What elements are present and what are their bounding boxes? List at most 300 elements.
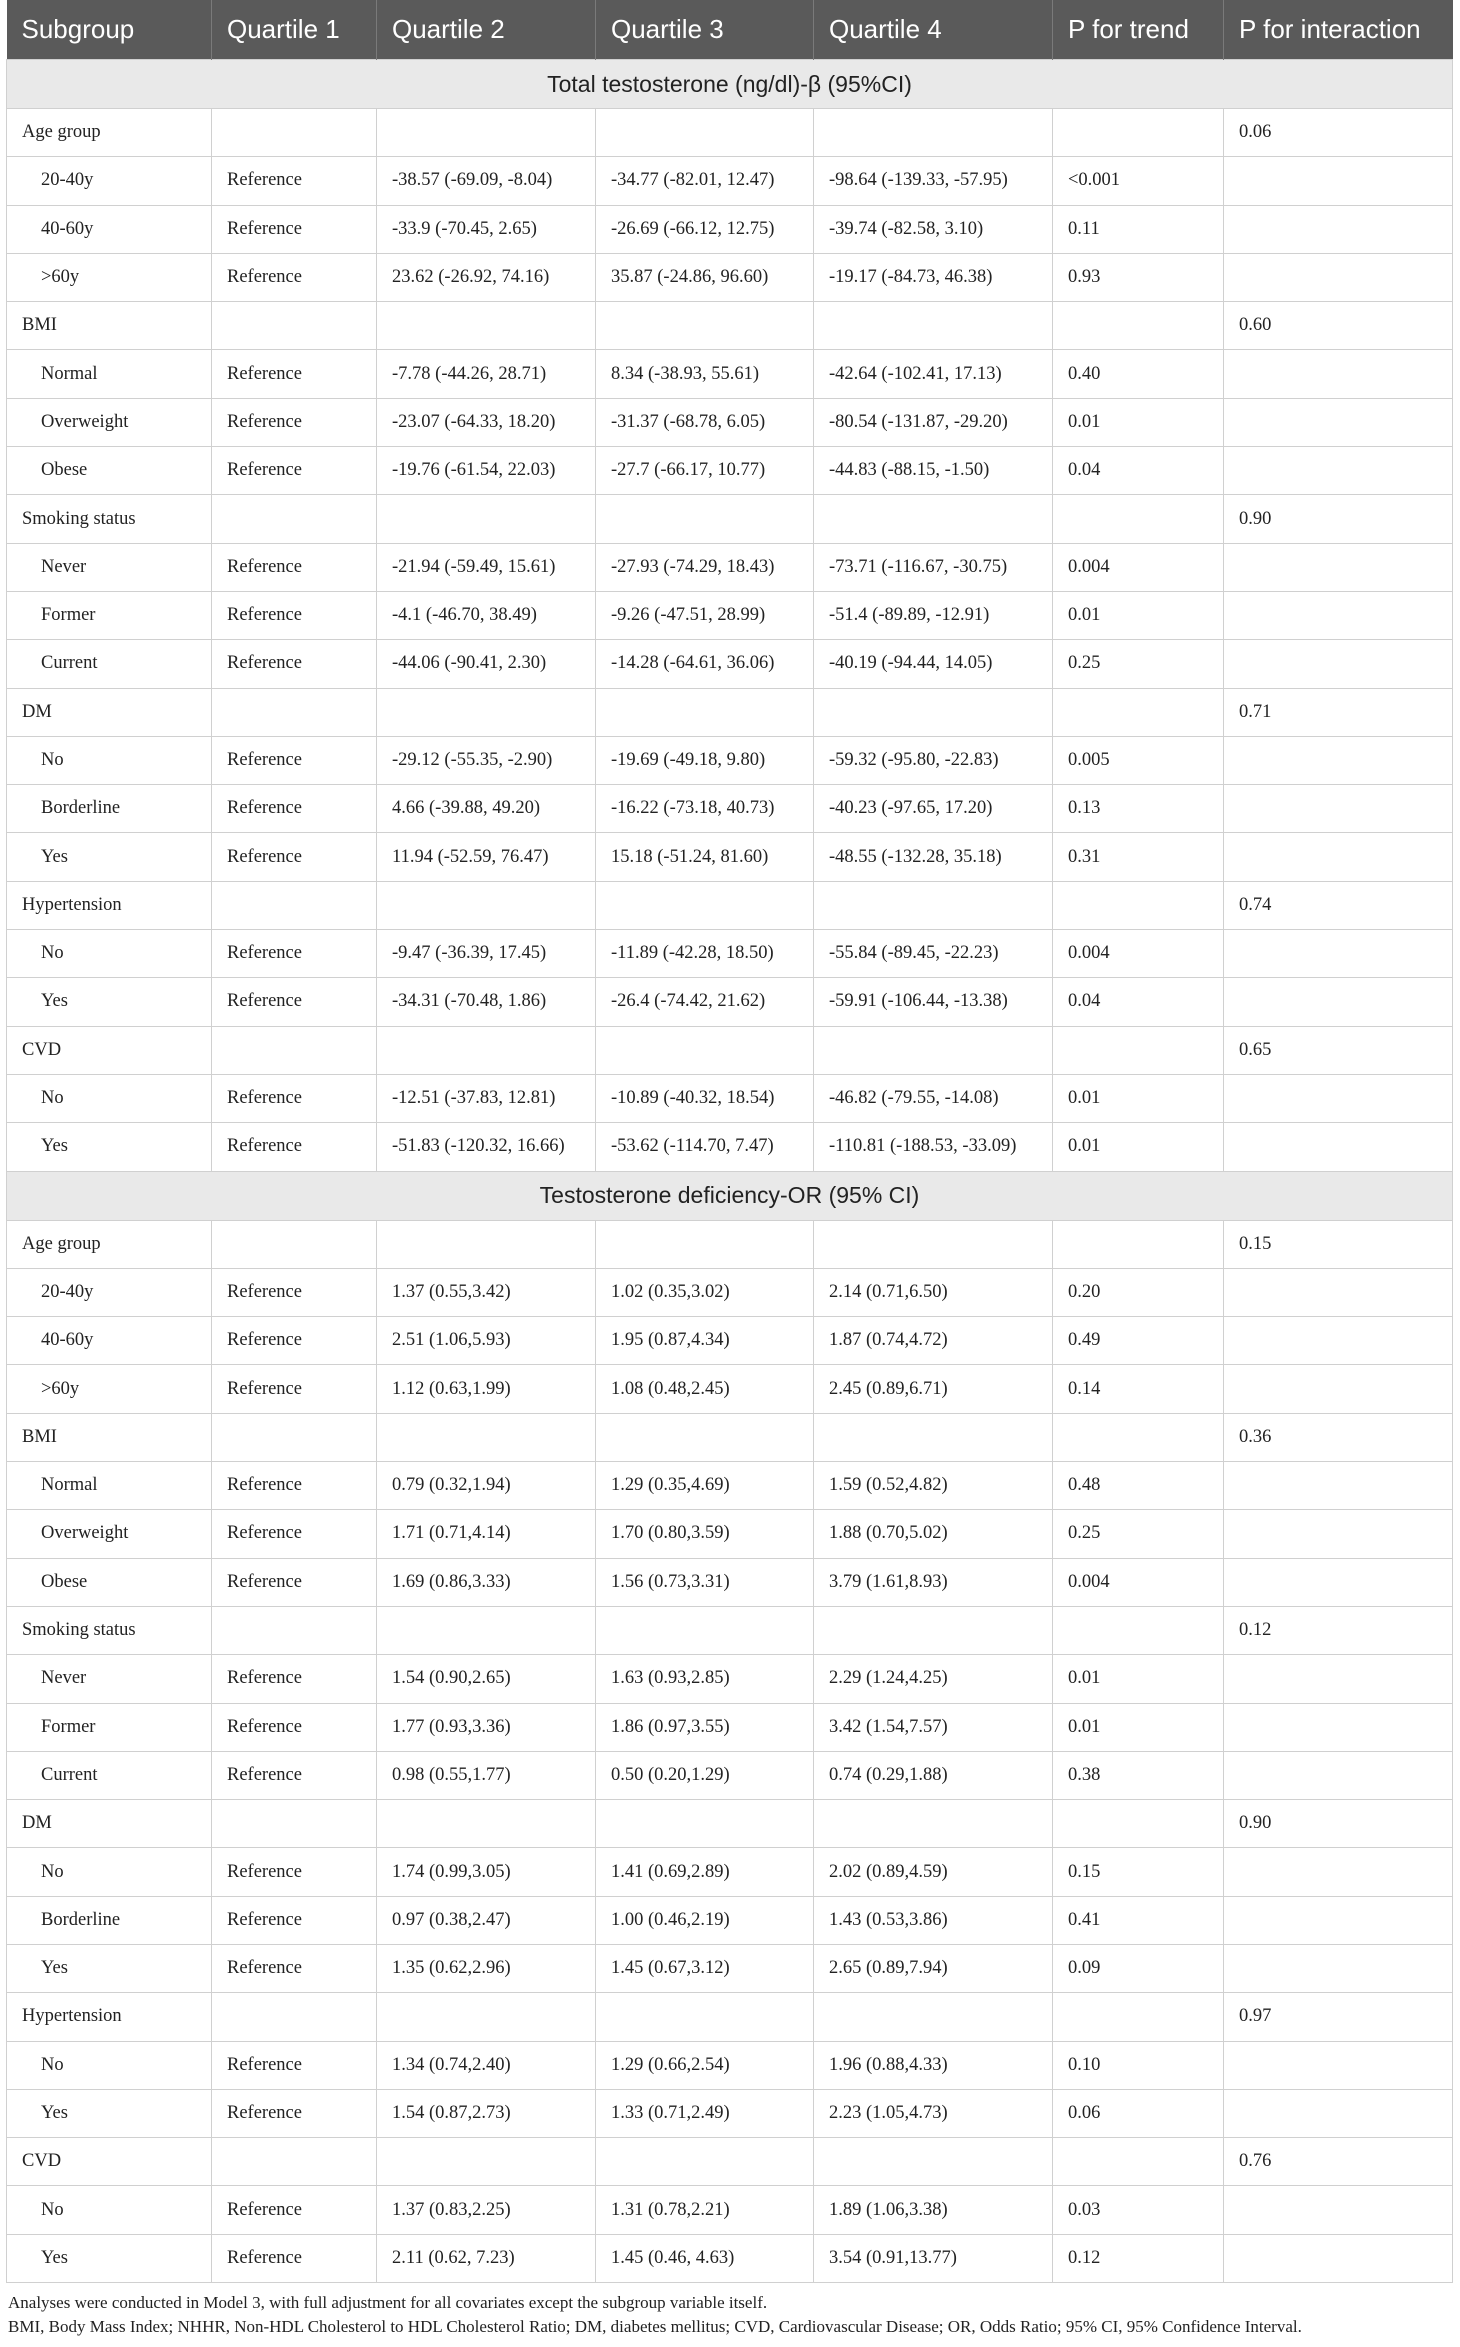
p-interaction-cell: 0.15 — [1224, 1220, 1453, 1268]
footnote-model: Analyses were conducted in Model 3, with full adjustment for all covariates except the subgroup variable itself. — [8, 2293, 768, 2313]
subgroup-label: Obese — [7, 447, 212, 495]
empty-cell — [212, 1026, 377, 1074]
empty-cell — [1224, 157, 1453, 205]
table-row — [7, 1123, 1453, 1171]
subgroup-label: Normal — [7, 350, 212, 398]
p-trend-cell: 0.40 — [1053, 350, 1224, 398]
quartile-2-cell: 1.54 (0.87,2.73) — [377, 2089, 596, 2137]
quartile-1-cell: Reference — [212, 1510, 377, 1558]
empty-cell — [1224, 1655, 1453, 1703]
empty-cell — [1053, 688, 1224, 736]
subgroup-label: Former — [7, 591, 212, 639]
quartile-4-cell: 0.74 (0.29,1.88) — [814, 1751, 1053, 1799]
quartile-3-cell: -26.69 (-66.12, 12.75) — [596, 205, 814, 253]
empty-cell — [1224, 736, 1453, 784]
quartile-4-cell: -42.64 (-102.41, 17.13) — [814, 350, 1053, 398]
quartile-2-cell: 1.37 (0.55,3.42) — [377, 1268, 596, 1316]
quartile-2-cell: 1.54 (0.90,2.65) — [377, 1655, 596, 1703]
p-trend-cell: 0.004 — [1053, 543, 1224, 591]
quartile-2-cell: -51.83 (-120.32, 16.66) — [377, 1123, 596, 1171]
group-row — [7, 495, 1453, 543]
quartile-2-cell: 1.69 (0.86,3.33) — [377, 1558, 596, 1606]
quartile-4-cell: 2.02 (0.89,4.59) — [814, 1848, 1053, 1896]
p-trend-cell: 0.12 — [1053, 2234, 1224, 2282]
group-row — [7, 1413, 1453, 1461]
quartile-2-cell: 1.34 (0.74,2.40) — [377, 2041, 596, 2089]
p-trend-cell: 0.25 — [1053, 1510, 1224, 1558]
table-row — [7, 978, 1453, 1026]
group-row — [7, 881, 1453, 929]
p-interaction-cell: 0.60 — [1224, 302, 1453, 350]
quartile-2-cell: 1.77 (0.93,3.36) — [377, 1703, 596, 1751]
empty-cell — [596, 1026, 814, 1074]
quartile-1-cell: Reference — [212, 736, 377, 784]
subgroup-label: Current — [7, 1751, 212, 1799]
empty-cell — [1053, 1800, 1224, 1848]
empty-cell — [596, 688, 814, 736]
table-row — [7, 785, 1453, 833]
subgroup-label: Never — [7, 543, 212, 591]
quartile-2-cell: 1.37 (0.83,2.25) — [377, 2186, 596, 2234]
p-trend-cell: 0.01 — [1053, 1074, 1224, 1122]
table-row — [7, 157, 1453, 205]
p-trend-cell: 0.49 — [1053, 1317, 1224, 1365]
subgroup-analysis-table — [6, 0, 1453, 2283]
empty-cell — [377, 109, 596, 157]
table-row — [7, 1074, 1453, 1122]
quartile-1-cell: Reference — [212, 1896, 377, 1944]
table-row — [7, 2234, 1453, 2282]
quartile-1-cell: Reference — [212, 1703, 377, 1751]
p-trend-cell: 0.38 — [1053, 1751, 1224, 1799]
quartile-4-cell: -39.74 (-82.58, 3.10) — [814, 205, 1053, 253]
p-trend-cell: 0.20 — [1053, 1268, 1224, 1316]
empty-cell — [596, 1800, 814, 1848]
quartile-2-cell: -12.51 (-37.83, 12.81) — [377, 1074, 596, 1122]
empty-cell — [1224, 253, 1453, 301]
table-header — [7, 0, 1453, 60]
empty-cell — [212, 302, 377, 350]
quartile-3-cell: 1.45 (0.46, 4.63) — [596, 2234, 814, 2282]
table-row — [7, 1848, 1453, 1896]
quartile-1-cell: Reference — [212, 1317, 377, 1365]
empty-cell — [1224, 785, 1453, 833]
subgroup-label: Yes — [7, 2234, 212, 2282]
table-row — [7, 543, 1453, 591]
quartile-2-cell: 1.71 (0.71,4.14) — [377, 1510, 596, 1558]
quartile-3-cell: -16.22 (-73.18, 40.73) — [596, 785, 814, 833]
table-row — [7, 1268, 1453, 1316]
quartile-3-cell: 0.50 (0.20,1.29) — [596, 1751, 814, 1799]
quartile-3-cell: 1.86 (0.97,3.55) — [596, 1703, 814, 1751]
table-row — [7, 930, 1453, 978]
group-name: Hypertension — [7, 881, 212, 929]
group-name: BMI — [7, 1413, 212, 1461]
quartile-4-cell: -110.81 (-188.53, -33.09) — [814, 1123, 1053, 1171]
quartile-4-cell: -40.23 (-97.65, 17.20) — [814, 785, 1053, 833]
quartile-2-cell: -21.94 (-59.49, 15.61) — [377, 543, 596, 591]
empty-cell — [377, 1413, 596, 1461]
quartile-2-cell: 0.79 (0.32,1.94) — [377, 1462, 596, 1510]
p-trend-cell: 0.93 — [1053, 253, 1224, 301]
empty-cell — [1224, 1510, 1453, 1558]
p-trend-cell: 0.14 — [1053, 1365, 1224, 1413]
quartile-4-cell: 1.43 (0.53,3.86) — [814, 1896, 1053, 1944]
quartile-1-cell: Reference — [212, 2234, 377, 2282]
header-quartile-2: Quartile 2 — [377, 0, 596, 60]
p-interaction-cell: 0.90 — [1224, 495, 1453, 543]
quartile-3-cell: 1.70 (0.80,3.59) — [596, 1510, 814, 1558]
empty-cell — [377, 881, 596, 929]
quartile-3-cell: 1.02 (0.35,3.02) — [596, 1268, 814, 1316]
quartile-2-cell: 1.74 (0.99,3.05) — [377, 1848, 596, 1896]
header-quartile-3: Quartile 3 — [596, 0, 814, 60]
quartile-4-cell: 1.89 (1.06,3.38) — [814, 2186, 1053, 2234]
quartile-3-cell: -31.37 (-68.78, 6.05) — [596, 398, 814, 446]
quartile-1-cell: Reference — [212, 447, 377, 495]
quartile-1-cell: Reference — [212, 350, 377, 398]
empty-cell — [596, 1993, 814, 2041]
empty-cell — [212, 1993, 377, 2041]
empty-cell — [1053, 1606, 1224, 1654]
quartile-4-cell: 3.79 (1.61,8.93) — [814, 1558, 1053, 1606]
empty-cell — [596, 1606, 814, 1654]
empty-cell — [1224, 1703, 1453, 1751]
group-row — [7, 2138, 1453, 2186]
group-name: CVD — [7, 1026, 212, 1074]
quartile-2-cell: 2.51 (1.06,5.93) — [377, 1317, 596, 1365]
quartile-3-cell: -27.93 (-74.29, 18.43) — [596, 543, 814, 591]
quartile-3-cell: 1.95 (0.87,4.34) — [596, 1317, 814, 1365]
quartile-3-cell: 1.08 (0.48,2.45) — [596, 1365, 814, 1413]
header-quartile-4: Quartile 4 — [814, 0, 1053, 60]
quartile-2-cell: -44.06 (-90.41, 2.30) — [377, 640, 596, 688]
quartile-4-cell: 3.54 (0.91,13.77) — [814, 2234, 1053, 2282]
quartile-4-cell: -46.82 (-79.55, -14.08) — [814, 1074, 1053, 1122]
empty-cell — [814, 1800, 1053, 1848]
p-trend-cell: 0.01 — [1053, 1703, 1224, 1751]
empty-cell — [1053, 1026, 1224, 1074]
empty-cell — [814, 1220, 1053, 1268]
p-trend-cell: 0.03 — [1053, 2186, 1224, 2234]
quartile-3-cell: 1.00 (0.46,2.19) — [596, 1896, 814, 1944]
quartile-4-cell: 2.14 (0.71,6.50) — [814, 1268, 1053, 1316]
p-trend-cell: 0.01 — [1053, 398, 1224, 446]
quartile-1-cell: Reference — [212, 2186, 377, 2234]
subgroup-label: No — [7, 2041, 212, 2089]
table-row — [7, 447, 1453, 495]
p-interaction-cell: 0.74 — [1224, 881, 1453, 929]
empty-cell — [1224, 930, 1453, 978]
table-row — [7, 640, 1453, 688]
empty-cell — [377, 302, 596, 350]
quartile-4-cell: 2.29 (1.24,4.25) — [814, 1655, 1053, 1703]
quartile-1-cell: Reference — [212, 1751, 377, 1799]
p-interaction-cell: 0.90 — [1224, 1800, 1453, 1848]
empty-cell — [1224, 2041, 1453, 2089]
empty-cell — [1224, 350, 1453, 398]
p-interaction-cell: 0.65 — [1224, 1026, 1453, 1074]
subgroup-label: Former — [7, 1703, 212, 1751]
p-trend-cell: 0.01 — [1053, 1123, 1224, 1171]
empty-cell — [212, 1220, 377, 1268]
subgroup-label: 20-40y — [7, 1268, 212, 1316]
quartile-2-cell: -34.31 (-70.48, 1.86) — [377, 978, 596, 1026]
empty-cell — [1224, 1896, 1453, 1944]
quartile-1-cell: Reference — [212, 1848, 377, 1896]
p-trend-cell: 0.25 — [1053, 640, 1224, 688]
subgroup-label: No — [7, 1848, 212, 1896]
quartile-1-cell: Reference — [212, 1365, 377, 1413]
footnote-abbreviations: BMI, Body Mass Index; NHHR, Non-HDL Cholesterol to HDL Cholesterol Ratio; DM, diabetes mellitus; CVD, Cardiovascular Disease; OR, Odds Ratio; 95% CI, 95% Confidence Interval. — [8, 2317, 1302, 2337]
p-trend-cell: 0.01 — [1053, 1655, 1224, 1703]
quartile-4-cell: 1.88 (0.70,5.02) — [814, 1510, 1053, 1558]
quartile-4-cell: 1.87 (0.74,4.72) — [814, 1317, 1053, 1365]
subgroup-label: No — [7, 930, 212, 978]
quartile-3-cell: -14.28 (-64.61, 36.06) — [596, 640, 814, 688]
table-row — [7, 398, 1453, 446]
empty-cell — [212, 1800, 377, 1848]
empty-cell — [212, 688, 377, 736]
subgroup-label: No — [7, 1074, 212, 1122]
quartile-1-cell: Reference — [212, 253, 377, 301]
subgroup-label: Borderline — [7, 785, 212, 833]
p-interaction-cell: 0.06 — [1224, 109, 1453, 157]
table-footnotes — [6, 2291, 1452, 2339]
table-row — [7, 833, 1453, 881]
empty-cell — [1224, 2089, 1453, 2137]
empty-cell — [1053, 1993, 1224, 2041]
empty-cell — [1224, 2234, 1453, 2282]
subgroup-label: Yes — [7, 1123, 212, 1171]
quartile-1-cell: Reference — [212, 2089, 377, 2137]
table-row — [7, 350, 1453, 398]
subgroup-label: >60y — [7, 253, 212, 301]
quartile-1-cell: Reference — [212, 930, 377, 978]
empty-cell — [212, 1606, 377, 1654]
quartile-1-cell: Reference — [212, 543, 377, 591]
quartile-1-cell: Reference — [212, 640, 377, 688]
empty-cell — [1224, 543, 1453, 591]
subgroup-label: No — [7, 2186, 212, 2234]
group-row — [7, 1993, 1453, 2041]
header-subgroup: Subgroup — [7, 0, 212, 60]
table-row — [7, 2089, 1453, 2137]
empty-cell — [1224, 447, 1453, 495]
p-interaction-cell: 0.71 — [1224, 688, 1453, 736]
quartile-1-cell: Reference — [212, 1558, 377, 1606]
header-quartile-1: Quartile 1 — [212, 0, 377, 60]
empty-cell — [377, 2138, 596, 2186]
quartile-1-cell: Reference — [212, 978, 377, 1026]
quartile-2-cell: -19.76 (-61.54, 22.03) — [377, 447, 596, 495]
quartile-1-cell: Reference — [212, 2041, 377, 2089]
subgroup-label: 20-40y — [7, 157, 212, 205]
subgroup-label: Obese — [7, 1558, 212, 1606]
group-row — [7, 688, 1453, 736]
subgroup-label: No — [7, 736, 212, 784]
quartile-3-cell: 1.33 (0.71,2.49) — [596, 2089, 814, 2137]
quartile-2-cell: 1.35 (0.62,2.96) — [377, 1944, 596, 1992]
empty-cell — [596, 1413, 814, 1461]
quartile-1-cell: Reference — [212, 1123, 377, 1171]
quartile-4-cell: -19.17 (-84.73, 46.38) — [814, 253, 1053, 301]
empty-cell — [1224, 640, 1453, 688]
p-trend-cell: 0.48 — [1053, 1462, 1224, 1510]
table-row — [7, 2186, 1453, 2234]
empty-cell — [814, 1026, 1053, 1074]
p-interaction-cell: 0.97 — [1224, 1993, 1453, 2041]
subgroup-label: Borderline — [7, 1896, 212, 1944]
table-row — [7, 253, 1453, 301]
quartile-2-cell: 1.12 (0.63,1.99) — [377, 1365, 596, 1413]
quartile-1-cell: Reference — [212, 398, 377, 446]
quartile-4-cell: -40.19 (-94.44, 14.05) — [814, 640, 1053, 688]
table-row — [7, 1462, 1453, 1510]
quartile-1-cell: Reference — [212, 205, 377, 253]
quartile-2-cell: -7.78 (-44.26, 28.71) — [377, 350, 596, 398]
quartile-3-cell: -34.77 (-82.01, 12.47) — [596, 157, 814, 205]
subgroup-label: Normal — [7, 1462, 212, 1510]
subgroup-label: Current — [7, 640, 212, 688]
section-header-row — [7, 1171, 1453, 1220]
subgroup-label: 40-60y — [7, 205, 212, 253]
empty-cell — [814, 109, 1053, 157]
group-row — [7, 109, 1453, 157]
empty-cell — [814, 881, 1053, 929]
group-name: Smoking status — [7, 495, 212, 543]
p-interaction-cell: 0.76 — [1224, 2138, 1453, 2186]
table-row — [7, 1317, 1453, 1365]
table-container — [6, 0, 1452, 2339]
quartile-2-cell: 11.94 (-52.59, 76.47) — [377, 833, 596, 881]
empty-cell — [212, 2138, 377, 2186]
quartile-3-cell: -26.4 (-74.42, 21.62) — [596, 978, 814, 1026]
quartile-1-cell: Reference — [212, 1655, 377, 1703]
empty-cell — [377, 1606, 596, 1654]
quartile-3-cell: 1.41 (0.69,2.89) — [596, 1848, 814, 1896]
quartile-3-cell: 1.29 (0.66,2.54) — [596, 2041, 814, 2089]
empty-cell — [212, 881, 377, 929]
quartile-2-cell: -29.12 (-55.35, -2.90) — [377, 736, 596, 784]
table-row — [7, 1703, 1453, 1751]
table-row — [7, 736, 1453, 784]
quartile-3-cell: 35.87 (-24.86, 96.60) — [596, 253, 814, 301]
group-name: DM — [7, 1800, 212, 1848]
quartile-4-cell: -44.83 (-88.15, -1.50) — [814, 447, 1053, 495]
empty-cell — [1053, 881, 1224, 929]
subgroup-label: Never — [7, 1655, 212, 1703]
quartile-3-cell: 8.34 (-38.93, 55.61) — [596, 350, 814, 398]
group-row — [7, 1220, 1453, 1268]
empty-cell — [1053, 495, 1224, 543]
table-row — [7, 1751, 1453, 1799]
table-row — [7, 1655, 1453, 1703]
table-row — [7, 1365, 1453, 1413]
quartile-3-cell: -10.89 (-40.32, 18.54) — [596, 1074, 814, 1122]
p-trend-cell: 0.04 — [1053, 978, 1224, 1026]
quartile-4-cell: 1.96 (0.88,4.33) — [814, 2041, 1053, 2089]
empty-cell — [596, 881, 814, 929]
empty-cell — [377, 495, 596, 543]
empty-cell — [1224, 1848, 1453, 1896]
subgroup-label: Yes — [7, 1944, 212, 1992]
p-trend-cell: 0.004 — [1053, 1558, 1224, 1606]
quartile-1-cell: Reference — [212, 1268, 377, 1316]
quartile-2-cell: -4.1 (-46.70, 38.49) — [377, 591, 596, 639]
empty-cell — [1224, 1268, 1453, 1316]
p-trend-cell: 0.41 — [1053, 1896, 1224, 1944]
p-trend-cell: 0.06 — [1053, 2089, 1224, 2137]
p-trend-cell: 0.004 — [1053, 930, 1224, 978]
quartile-4-cell: -98.64 (-139.33, -57.95) — [814, 157, 1053, 205]
quartile-3-cell: -53.62 (-114.70, 7.47) — [596, 1123, 814, 1171]
group-name: DM — [7, 688, 212, 736]
quartile-3-cell: -11.89 (-42.28, 18.50) — [596, 930, 814, 978]
p-trend-cell: 0.01 — [1053, 591, 1224, 639]
quartile-4-cell: -55.84 (-89.45, -22.23) — [814, 930, 1053, 978]
table-body — [7, 60, 1453, 2283]
quartile-1-cell: Reference — [212, 1944, 377, 1992]
group-name: Age group — [7, 109, 212, 157]
empty-cell — [212, 1413, 377, 1461]
empty-cell — [814, 1606, 1053, 1654]
empty-cell — [1053, 109, 1224, 157]
empty-cell — [1224, 1123, 1453, 1171]
subgroup-label: Yes — [7, 833, 212, 881]
empty-cell — [377, 1026, 596, 1074]
table-row — [7, 205, 1453, 253]
p-trend-cell: <0.001 — [1053, 157, 1224, 205]
group-row — [7, 1800, 1453, 1848]
quartile-1-cell: Reference — [212, 157, 377, 205]
empty-cell — [377, 1993, 596, 2041]
subgroup-label: Overweight — [7, 398, 212, 446]
quartile-2-cell: 4.66 (-39.88, 49.20) — [377, 785, 596, 833]
quartile-4-cell: -59.32 (-95.80, -22.83) — [814, 736, 1053, 784]
p-interaction-cell: 0.36 — [1224, 1413, 1453, 1461]
quartile-1-cell: Reference — [212, 1074, 377, 1122]
group-name: Age group — [7, 1220, 212, 1268]
header-p-for-interaction: P for interaction — [1224, 0, 1453, 60]
quartile-4-cell: 1.59 (0.52,4.82) — [814, 1462, 1053, 1510]
header-row — [7, 0, 1453, 60]
quartile-4-cell: 2.23 (1.05,4.73) — [814, 2089, 1053, 2137]
subgroup-label: Overweight — [7, 1510, 212, 1558]
empty-cell — [814, 688, 1053, 736]
empty-cell — [596, 2138, 814, 2186]
quartile-1-cell: Reference — [212, 785, 377, 833]
quartile-2-cell: -33.9 (-70.45, 2.65) — [377, 205, 596, 253]
quartile-4-cell: 2.45 (0.89,6.71) — [814, 1365, 1053, 1413]
table-row — [7, 1558, 1453, 1606]
p-trend-cell: 0.005 — [1053, 736, 1224, 784]
empty-cell — [814, 302, 1053, 350]
subgroup-label: >60y — [7, 1365, 212, 1413]
quartile-3-cell: 1.63 (0.93,2.85) — [596, 1655, 814, 1703]
empty-cell — [814, 2138, 1053, 2186]
group-row — [7, 1606, 1453, 1654]
table-row — [7, 591, 1453, 639]
empty-cell — [1224, 1558, 1453, 1606]
quartile-3-cell: -19.69 (-49.18, 9.80) — [596, 736, 814, 784]
empty-cell — [596, 495, 814, 543]
table-row — [7, 2041, 1453, 2089]
quartile-4-cell: 2.65 (0.89,7.94) — [814, 1944, 1053, 1992]
quartile-1-cell: Reference — [212, 1462, 377, 1510]
empty-cell — [377, 688, 596, 736]
quartile-4-cell: -73.71 (-116.67, -30.75) — [814, 543, 1053, 591]
